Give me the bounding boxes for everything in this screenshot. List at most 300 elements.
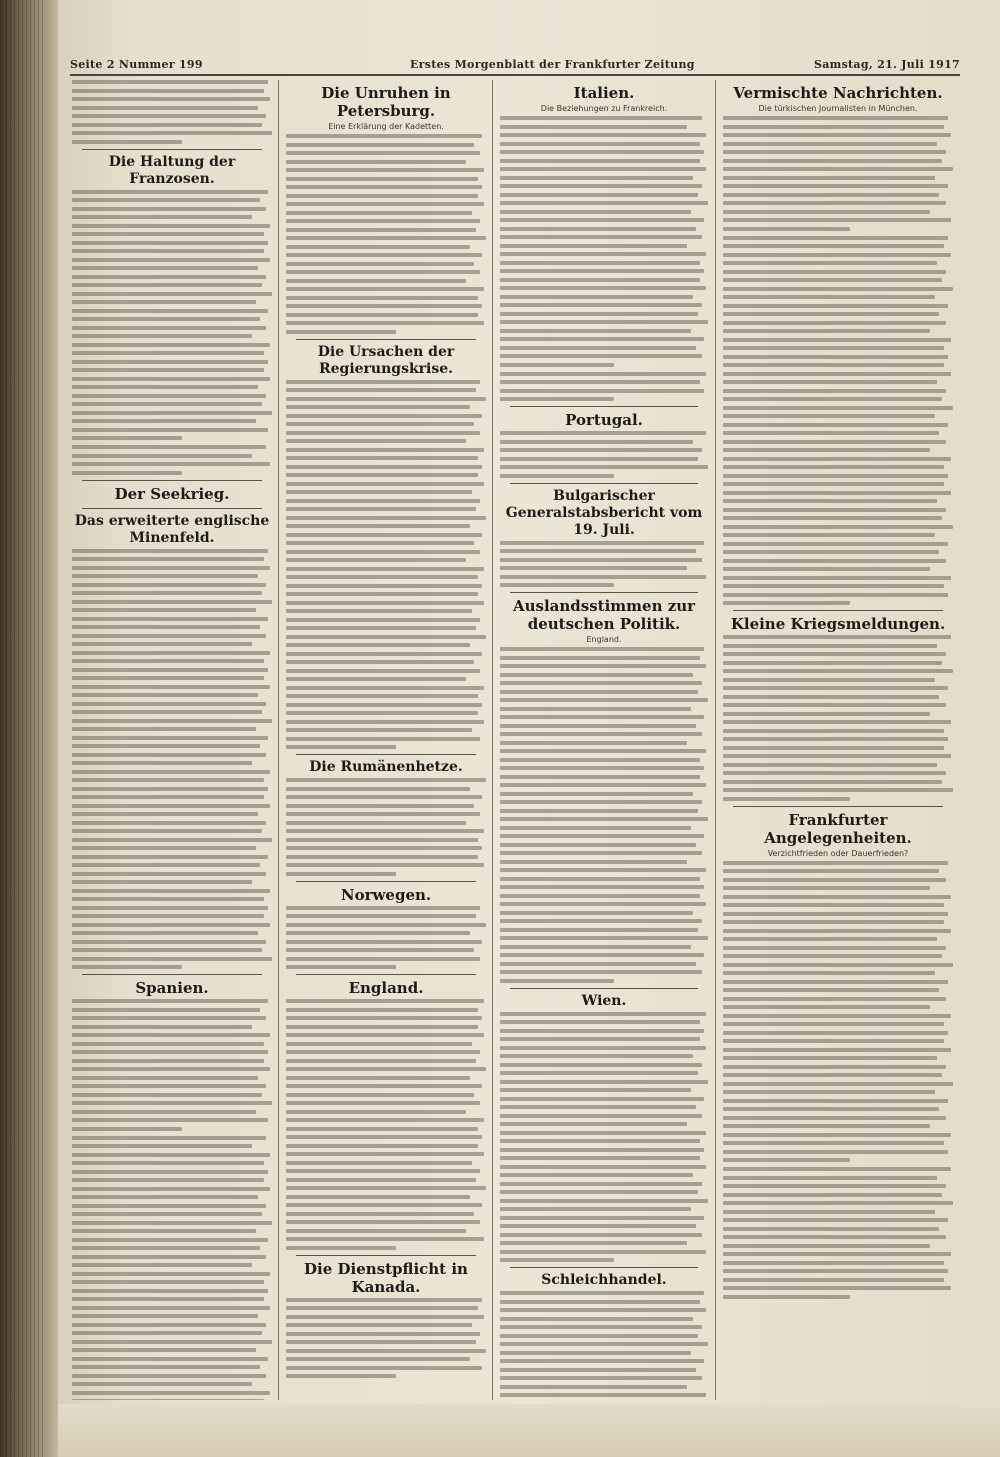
text-line [286,940,482,944]
article [500,372,708,402]
text-line [500,346,696,350]
text-line [72,1136,266,1140]
text-line [72,198,260,202]
text-line [723,312,939,316]
text-line [286,134,482,138]
text-line [286,177,478,181]
text-line [286,1349,486,1353]
text-line [286,1016,482,1020]
text-line [723,227,850,231]
text-line [500,184,702,188]
article [723,1167,953,1299]
text-line [286,1203,482,1207]
text-line [72,394,266,398]
text-line [500,1071,698,1075]
text-line [723,380,937,384]
text-line [72,719,272,723]
column-rule [278,80,279,1400]
text-line [72,445,266,449]
text-line [500,656,700,660]
text-line [500,877,700,881]
article-divider [82,508,262,509]
text-line [723,346,944,350]
text-line [286,821,466,825]
column-1 [72,80,272,1400]
text-line [72,753,266,757]
text-line [500,1300,700,1304]
article-heading: Bulgarischer Generalstabsbericht vom 19. Juli. [505,487,703,538]
text-line [723,1039,944,1043]
text-line [723,423,948,427]
text-line [723,1201,953,1205]
text-line [286,1050,480,1054]
text-line [286,330,396,334]
text-line [72,574,258,578]
text-line [286,1110,466,1114]
text-line [723,167,953,171]
text-line [500,936,708,940]
text-line [723,542,948,546]
text-line [72,557,264,561]
text-line [500,312,698,316]
text-line [72,1374,266,1378]
article [500,993,708,1263]
text-line [500,329,691,333]
text-line [72,1238,268,1242]
text-line [500,1173,693,1177]
text-line [286,1067,486,1071]
text-line [72,300,256,304]
text-line [286,1306,478,1310]
article-heading: Auslandsstimmen zur deutschen Politik. [512,597,696,633]
text-line [723,1056,937,1060]
text-line [72,368,264,372]
text-line [72,1008,260,1012]
text-line [286,745,396,749]
text-line [72,702,266,706]
text-line [286,211,472,215]
text-line [500,732,702,736]
text-line [723,218,951,222]
text-line [723,295,935,299]
text-line [500,1105,696,1109]
text-line [723,491,951,495]
text-line [72,1204,266,1208]
text-line [286,694,478,698]
text-line [723,929,951,933]
article-divider [510,592,698,593]
text-line [723,1005,930,1009]
text-line [286,499,480,503]
column-4 [723,80,953,1400]
text-line [723,754,951,758]
text-line [72,1297,264,1301]
text-line [500,1207,691,1211]
text-line [286,931,470,935]
article-divider [296,754,476,755]
text-line [723,210,930,214]
text-line [723,678,935,682]
text-line [286,397,486,401]
text-line [723,720,951,724]
article [72,80,272,144]
text-line [500,1317,693,1321]
text-line [500,860,687,864]
text-line [72,1161,264,1165]
text-line [723,125,944,129]
text-line [723,338,951,342]
text-line [72,1391,270,1395]
text-line [72,948,262,952]
text-line [286,1101,480,1105]
text-line [723,1193,942,1197]
text-line [723,474,948,478]
text-line [72,1289,268,1293]
text-line [72,1153,270,1157]
text-line [286,778,486,782]
text-line [286,1161,472,1165]
text-line [500,125,687,129]
text-line [723,1158,850,1162]
text-line [72,419,256,423]
text-line [72,1093,262,1097]
text-line [72,727,256,731]
text-line [72,334,252,338]
text-line [723,1295,850,1299]
text-line [500,354,702,358]
text-line [72,1229,256,1233]
text-line [72,258,270,262]
text-line [723,1022,944,1026]
article-heading: Die Unruhen in Petersburg. [321,84,451,120]
text-line [286,1084,482,1088]
text-line [500,566,687,570]
text-line [723,1107,939,1111]
text-line [286,999,484,1003]
article-subheading: Verzichtfrieden oder Dauerfrieden? [767,848,909,858]
text-line [72,1067,270,1071]
article-divider [510,988,698,989]
text-line [723,150,946,154]
text-line [723,1116,946,1120]
article [723,84,953,231]
text-line [723,176,935,180]
text-line [286,838,478,842]
text-line [723,780,942,784]
text-line [72,855,268,859]
text-line [286,652,482,656]
text-line [72,1059,264,1063]
text-line [72,1178,264,1182]
text-line [500,1054,693,1058]
article [72,445,272,475]
text-line [72,591,262,595]
text-line [286,1152,484,1156]
text-line [72,710,262,714]
text-line [72,207,266,211]
text-line [500,133,706,137]
text-line [72,436,182,440]
text-line [72,106,258,110]
text-line [500,227,696,231]
text-line [286,245,470,249]
text-line [723,1065,946,1069]
text-line [72,80,268,84]
text-line [72,123,262,127]
text-line [723,559,946,563]
text-line [500,1088,691,1092]
text-line [500,885,704,889]
text-line [286,422,474,426]
text-line [72,617,268,621]
page-bottom-margin [58,1404,1000,1457]
text-line [500,1131,706,1135]
text-line [500,269,704,273]
text-line [723,576,951,580]
text-line [286,1357,470,1361]
text-line [500,1376,702,1380]
text-line [723,946,946,950]
text-line [72,1025,252,1029]
text-line [723,1090,935,1094]
text-line [723,937,937,941]
text-line [500,1012,706,1016]
text-line [500,1334,698,1338]
text-line [72,471,182,475]
text-line [72,795,264,799]
text-line [723,372,951,376]
article [723,615,953,801]
text-line [72,889,270,893]
text-line [500,448,702,452]
text-line [500,142,700,146]
text-line [72,1050,268,1054]
text-line [723,261,937,265]
text-line [723,1141,944,1145]
text-line [723,567,930,571]
text-line [286,829,484,833]
text-line [286,686,484,690]
text-line [286,482,484,486]
text-line [72,1195,258,1199]
text-line [286,380,480,384]
text-line [286,465,482,469]
text-line [72,190,268,194]
text-line [286,846,482,850]
text-line [500,647,704,651]
article-heading: Frankfurter Angelegenheiten. [764,810,912,847]
text-line [286,160,466,164]
text-line [72,1212,262,1216]
column-rule [715,80,716,1400]
text-line [500,1385,687,1389]
text-line [500,1233,702,1237]
text-line [723,1227,939,1231]
book-spine [0,0,58,1457]
column-3 [500,80,708,1400]
text-line [286,431,480,435]
text-line [72,114,266,118]
text-line [723,440,946,444]
text-line [286,1135,482,1139]
text-line [723,1184,946,1188]
text-line [286,253,482,257]
text-line [286,219,480,223]
text-line [500,1359,704,1363]
text-line [72,1118,268,1122]
text-line [500,741,687,745]
text-line [72,642,252,646]
text-line [72,812,258,816]
issue-date: Samstag, 21. Juli 1917 [813,58,960,71]
text-line [286,1178,476,1182]
text-line [500,541,704,545]
text-line [286,618,480,622]
text-line [72,600,272,604]
text-line [500,389,704,393]
article [286,84,486,334]
text-line [723,355,948,359]
newspaper-title: Erstes Morgenblatt der Frankfurter Zeitung [410,58,695,71]
text-line [500,1148,704,1152]
text-line [72,685,270,689]
text-line [72,224,270,228]
text-line [286,1332,480,1336]
text-line [286,228,476,232]
text-line [286,669,480,673]
text-line [723,1167,951,1171]
text-line [286,1025,478,1029]
text-line [286,287,484,291]
text-line [500,210,691,214]
text-line [723,997,946,1001]
text-line [500,894,700,898]
text-line [723,920,944,924]
text-line [72,1110,256,1114]
text-line [723,1176,937,1180]
text-line [72,292,272,296]
text-line [500,1342,708,1346]
article-heading: Die Haltung der Franzosen. [108,153,236,187]
text-line [72,1331,262,1335]
text-line [723,652,946,656]
text-line [72,402,262,406]
text-line [286,575,478,579]
text-line [286,914,476,918]
article-divider [82,974,262,975]
text-line [500,295,693,299]
text-line [72,1221,272,1225]
article [72,513,272,970]
spine-page-edges [6,0,46,1457]
text-line [500,1139,700,1143]
text-line [723,971,935,975]
text-line [72,863,260,867]
text-line [286,1059,476,1063]
text-line [500,116,702,120]
text-line [286,533,482,537]
text-line [72,1365,260,1369]
text-line [500,673,693,677]
text-line [286,1033,484,1037]
text-line [72,608,256,612]
text-line [286,1144,478,1148]
text-line [500,962,696,966]
text-line [500,690,698,694]
text-line [286,965,396,969]
text-line [72,241,268,245]
text-line [500,809,698,813]
text-line [723,1133,951,1137]
text-line [723,1048,951,1052]
text-line [723,550,939,554]
text-line [72,770,270,774]
text-line [286,855,478,859]
text-line [286,550,480,554]
text-line [723,661,942,665]
text-line [500,440,693,444]
text-line [286,1186,486,1190]
text-line [500,397,614,401]
text-line [723,1124,930,1128]
text-line [500,363,614,367]
text-line [72,275,266,279]
text-line [500,1224,696,1228]
text-line [286,1246,396,1250]
text-line [500,1325,702,1329]
text-line [500,244,687,248]
text-line [500,1291,704,1295]
text-line [72,668,268,672]
text-line [72,428,268,432]
text-line [723,304,948,308]
text-line [286,304,482,308]
text-line [723,737,948,741]
text-line [286,1076,470,1080]
text-line [72,360,268,364]
article-divider [296,339,476,340]
text-line [72,566,270,570]
text-line [723,593,948,597]
text-line [500,1063,702,1067]
text-line [72,351,264,355]
text-line [500,1029,704,1033]
text-line [286,592,478,596]
text-line [500,698,708,702]
article-heading: Die Rumänenhetze. [309,759,463,775]
text-line [500,1080,708,1084]
article-heading: Das erweiterte englische Minenfeld. [74,512,270,546]
text-line [723,516,942,520]
text-line [72,965,182,969]
text-line [500,834,704,838]
text-line [500,1097,704,1101]
article [72,979,272,1131]
text-line [286,313,478,317]
text-line [72,914,264,918]
article-heading: Wien. [581,992,627,1009]
text-line [72,1042,264,1046]
text-line [723,1252,951,1256]
text-line [500,201,708,205]
text-line [286,1212,474,1216]
text-line [723,363,944,367]
text-line [72,1144,252,1148]
text-line [286,804,474,808]
text-line [500,919,702,923]
text-line [286,601,484,605]
text-line [500,1190,698,1194]
